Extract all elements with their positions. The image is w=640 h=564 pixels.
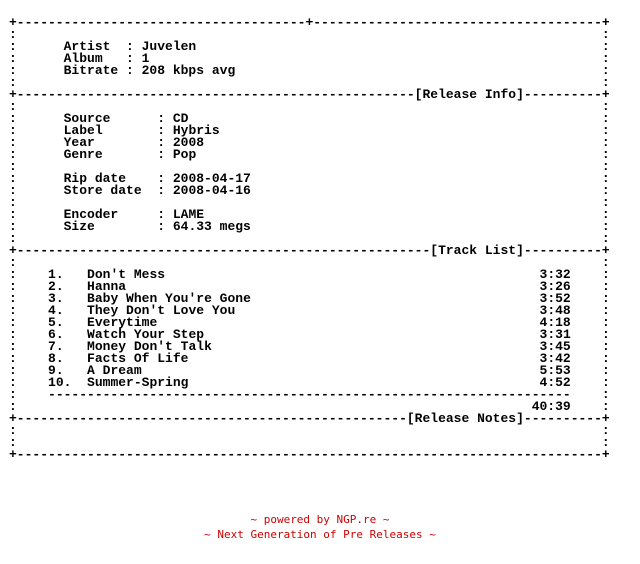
track-time: 5:53 xyxy=(539,363,571,378)
field-value: 64.33 megs xyxy=(172,219,251,234)
footer xyxy=(0,512,640,542)
footer-powered-by: ~ powered by NGP.re ~ xyxy=(250,513,390,526)
field-label: Album xyxy=(63,51,119,66)
track-time: 3:45 xyxy=(539,339,571,354)
track-number: 4. xyxy=(48,303,80,318)
field-value: Juvelen xyxy=(141,39,197,54)
track-title: Money Don't Talk xyxy=(87,339,212,354)
field-label: Store date xyxy=(63,183,150,198)
track-number: 9. xyxy=(48,363,80,378)
field-value: Pop xyxy=(172,147,197,162)
track-list-rule: ------------------------------------------------------------------- xyxy=(48,387,571,402)
track-time: 3:48 xyxy=(539,303,571,318)
total-time: 40:39 xyxy=(531,399,571,414)
field-value: 2008 xyxy=(172,135,205,150)
track-title: Don't Mess xyxy=(87,267,166,282)
release-nfo: +-------------------------------------+-------------------------------------+ : : : Artist : Juvelen : : Album : 1 : : Bitrate : 208 kbps avg : : : +---------------------------------------------------[Release Info]----------+ : : : Source : CD : : Label : Hybris : : Year : 2008 : : Genre : Pop : : : : Rip date : 2008-04-17 : : Store date : 2008-04-16 : : : : Encoder : LAME : : Size : 64.33 megs : : : +-----------------------------------------------------[Track List]----------+ : : : 1. Don't Mess 3:32 : : 2. Hanna 3:26 : : 3. Baby When You're Gone 3:52 : : 4. They Don't Love You 3:48 : : 5. Everytime 4:18 : : 6. Watch Your Step 3:31 : : 7. Money Don't Talk 3:45 : : 8. Facts Of Life 3:42 : : 9. A Dream 5:53 : : 10. Summer-Spring 4:52 : : ------------------------------------------------------------------- : : 40:39 : +--------------------------------------------------[Release Notes]----------+ : : : : +---------------------------------------------------------------------------+ xyxy=(9,15,610,462)
field-value: 208 kbps avg xyxy=(141,63,236,78)
field-label: Bitrate xyxy=(63,63,119,78)
field-label: Year xyxy=(63,135,150,150)
field-label: Encoder xyxy=(63,207,150,222)
track-time: 3:52 xyxy=(539,291,571,306)
section-title-release-info: Release Info xyxy=(422,87,517,102)
track-number: 1. xyxy=(48,267,80,282)
field-label: Genre xyxy=(63,147,150,162)
track-time: 3:26 xyxy=(539,279,571,294)
track-number: 10. xyxy=(48,375,80,390)
section-title-release-notes: Release Notes xyxy=(414,411,517,426)
track-title: Summer-Spring xyxy=(87,375,189,390)
track-title: Facts Of Life xyxy=(87,351,189,366)
track-title: A Dream xyxy=(87,363,142,378)
track-title: Hanna xyxy=(87,279,127,294)
track-title: Watch Your Step xyxy=(87,327,205,342)
field-label: Size xyxy=(63,219,150,234)
track-number: 5. xyxy=(48,315,80,330)
track-title: They Don't Love You xyxy=(87,303,236,318)
track-time: 4:18 xyxy=(539,315,571,330)
track-title: Everytime xyxy=(87,315,158,330)
footer-tagline: ~ Next Generation of Pre Releases ~ xyxy=(204,528,436,541)
track-number: 3. xyxy=(48,291,80,306)
track-number: 2. xyxy=(48,279,80,294)
field-value: LAME xyxy=(172,207,205,222)
field-value: CD xyxy=(172,111,189,126)
field-value: 1 xyxy=(141,51,150,66)
track-number: 8. xyxy=(48,351,80,366)
field-value: 2008-04-16 xyxy=(172,183,251,198)
track-number: 6. xyxy=(48,327,80,342)
field-value: Hybris xyxy=(172,123,220,138)
field-value: 2008-04-17 xyxy=(172,171,251,186)
track-time: 4:52 xyxy=(539,375,571,390)
track-number: 7. xyxy=(48,339,80,354)
section-title-track-list: Track List xyxy=(438,243,517,258)
track-time: 3:42 xyxy=(539,351,571,366)
field-label: Label xyxy=(63,123,150,138)
field-label: Source xyxy=(63,111,150,126)
track-time: 3:31 xyxy=(539,327,571,342)
field-label: Rip date xyxy=(63,171,150,186)
field-label: Artist xyxy=(63,39,119,54)
track-time: 3:32 xyxy=(539,267,571,282)
track-title: Baby When You're Gone xyxy=(87,291,251,306)
